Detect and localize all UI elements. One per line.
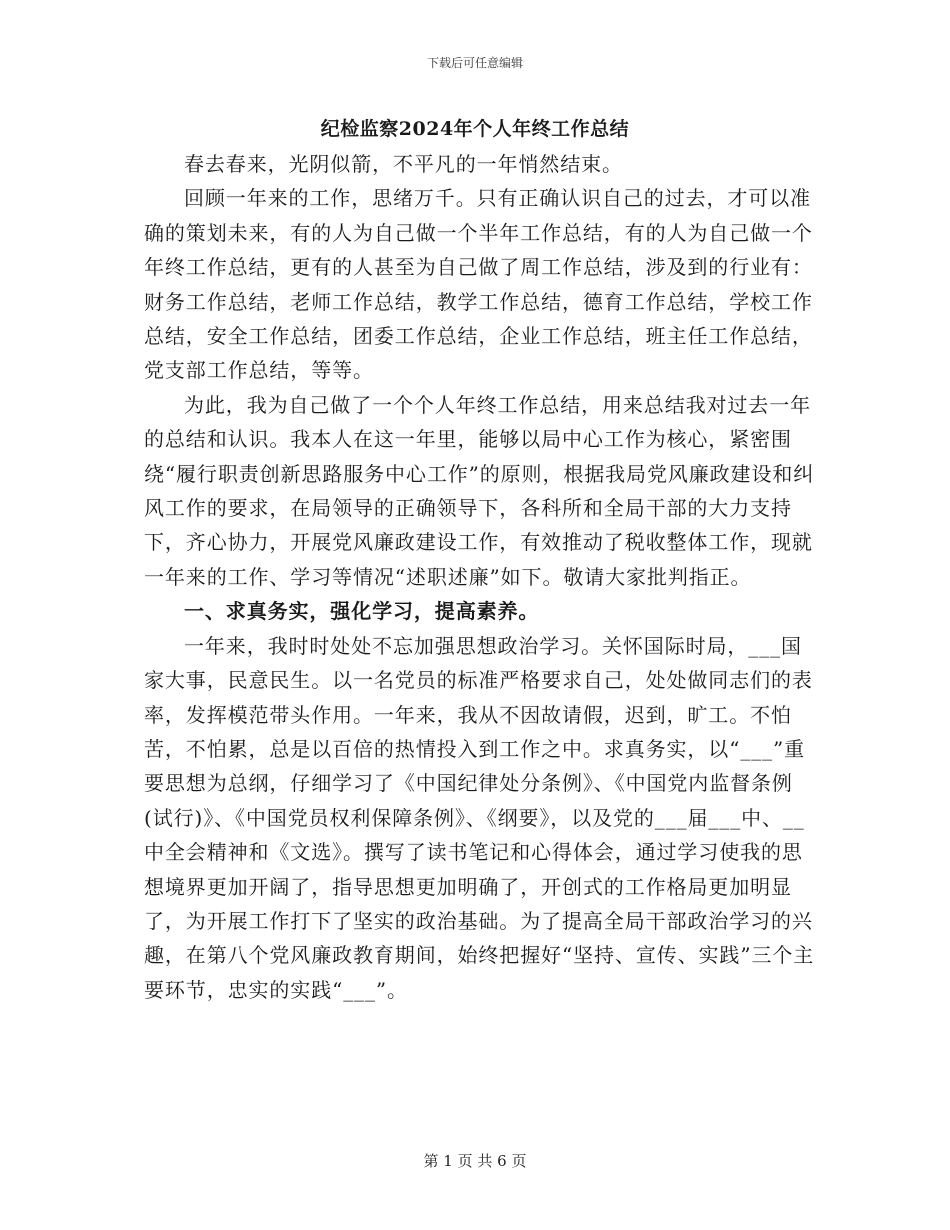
document-body [144,147,816,1007]
paragraph-study: 一年来，我时时处处不忘加强思想政治学习。关怀国际时局，___国家大事，民意民生。以一名党员的标准严格要求自己，处处做同志们的表率，发挥模范带头作用。一年来，我从不因故请假，迟到，旷工。不怕苦，不怕累，总是以百倍的热情投入到工作之中。求真务实，以“___”重要思想为总纲，仔细学习了《中国纪律处分条例》、《中国党内监督条例(试行)》、《中国党员权利保障条例》、《纲要》，以及党的___届___中、__中全会精神和《文选》。撰写了读书笔记和心得体会，通过学习使我的思想境界更加开阔了，指导思想更加明确了，开创式的工作格局更加明显了，为开展工作打下了坚实的政治基础。为了提高全局干部政治学习的兴趣，在第八个党风廉政教育期间，始终把握好“坚持、宣传、实践”三个主要环节，忠实的实践“___”。 [144,633,815,1002]
page-header-note: 下载后可任意编辑 [426,56,523,70]
section-heading-1: 一、求真务实，强化学习，提高素养。 [184,599,540,624]
page-number-footer: 第 1 页 共 6 页 [423,1152,527,1170]
paragraph-review: 回顾一年来的工作，思绪万千。只有正确认识自己的过去，才可以准确的策划未来，有的人为自己做一个半年工作总结，有的人为自己做一个年终工作总结，更有的人甚至为自己做了周工作总结，涉及到的行业有：财务工作总结，老师工作总结，教学工作总结，德育工作总结，学校工作总结，安全工作总结，团委工作总结，企业工作总结，班主任工作总结，党支部工作总结，等等。 [144,186,813,383]
document-title: 纪检监察2024年个人年终工作总结 [320,118,630,140]
paragraph-opening: 春去春来，光阴似箭，不平凡的一年悄然结束。 [184,152,623,176]
paragraph-summary-intro: 为此，我为自己做了一个个人年终工作总结，用来总结我对过去一年的总结和认识。我本人在这一年里，能够以局中心工作为核心，紧密围绕“履行职责创新思路服务中心工作”的原则，根据我局党风廉政建设和纠风工作的要求，在局领导的正确领导下，各科所和全局干部的大力支持下，齐心协力，开展党风廉政建设工作，有效推动了税收整体工作，现就一年来的工作、学习等情况“述职述廉”如下。敬请大家批判指正。 [144,392,815,589]
